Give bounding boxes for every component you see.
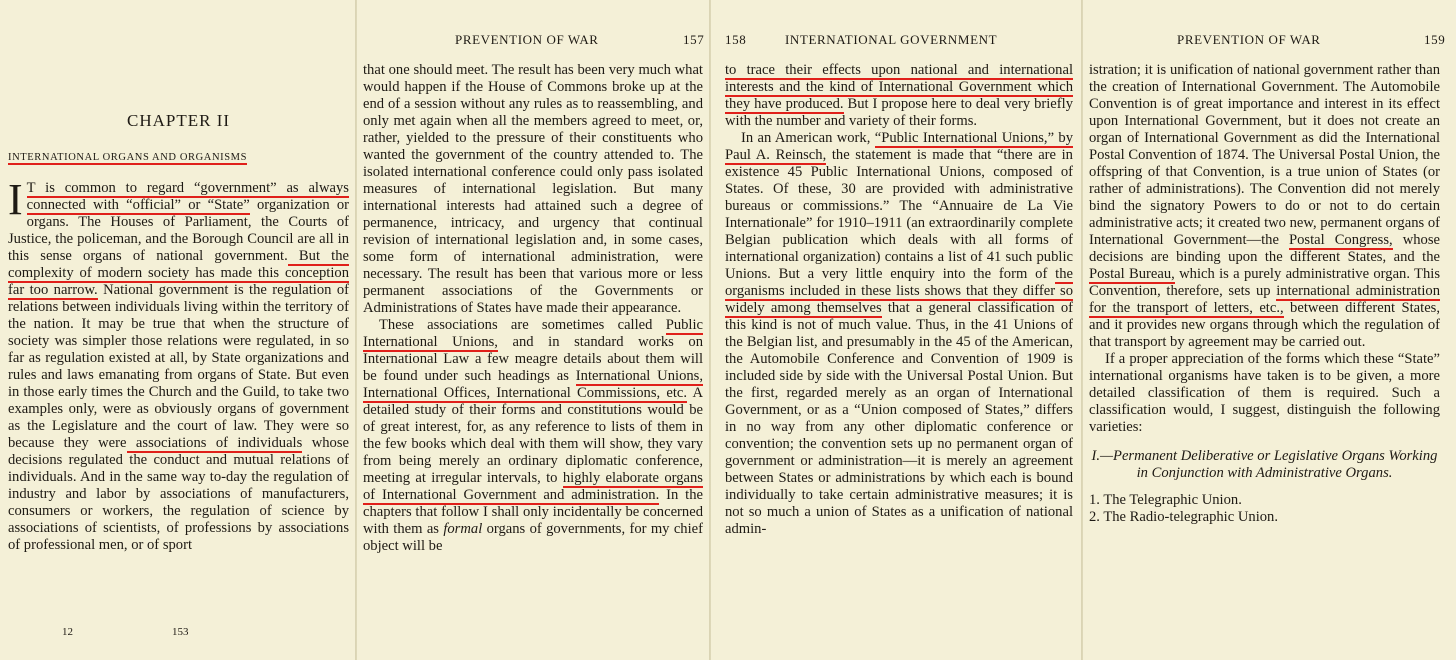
text-run: But I propose here to deal very briefly with the number and variety of their forms. [725,96,1073,129]
chapter-title: CHAPTER II [126,111,231,130]
classification-heading: I.—Permanent Deliberative or Legislative Organs Working in Conjunction with Administrative Organs. [1091,448,1438,481]
text-run: organs of governments, for my chief object will be [363,521,703,554]
underlined-passage: the organisms included in these lists shows that they differ so widely among themselves [725,266,1073,316]
text-run: the statement is made that “there are in existence 45 Public International Unions, composed of States. Of these, 30 are provided with administrative bureaus or commissions.” The “Annuaire de La Vie Internationale” for 1910–1911 (an extraordinarily complete Belgian publication which deals with all forms of international organization) contains a list of 41 such public Unions. But a very little enquiry into the form of [725,147,1073,282]
page-157 [357,0,709,660]
page-159 [1083,0,1456,660]
page-number: 159 [1424,32,1446,47]
underlined-passage: to trace their effects upon national and international interests and the kind of International Government which they have produced. [725,62,1073,112]
underlined-passage: Public International Unions, [363,317,703,350]
text-run: between different States, and it provides new organs through which the regulation of that transport by agreement may be carried out. [1089,300,1441,350]
underlined-passage: “Public International Unions,” by Paul A. Reinsch, [725,130,1073,163]
text-run: which is a purely administrative organ. This Convention, therefore, sets up [1089,266,1440,299]
page-number: 157 [683,32,705,47]
paragraph: If a proper appreciation of the forms which these “State” international organisms have taken is to be given, a more detailed classification of them is required. Such a classification would, I suggest, distinguish the following varieties: [1089,351,1440,435]
footer-left: 12 [62,626,73,638]
text-run: formal [443,521,483,537]
underlined-passage: highly elaborate organs of International Government and administration. [363,470,703,503]
page-158 [711,0,1081,660]
paragraph [363,62,703,317]
underlined-passage: international administration for the transport of letters, etc., [1089,283,1440,316]
text-run: These associations are sometimes called [379,317,666,333]
text-run: istration; it is unification of national government rather than the creation of International Government. The Automobile Convention is of great importance and interest in its effect upon International Government, but it does not create an organ of International Government as did the International Postal Convention of 1874. The Universal Postal Union, the offspring of that Convention, is a true union of States (or rather of administrations). The Convention did not merely bind the signatory Powers to do or not to do certain administrative acts; it created two new, permanent organs of International Government—the [1089,62,1440,248]
text-run: A detailed study of their forms and constitutions would be of great interest, for, as any reference to lists of them in the few books which deal with them will show, they vary from being merely an ordinary diplomatic conference, meeting at irregular intervals, to [363,385,704,486]
list-item: 2. The Radio-telegraphic Union. [1089,509,1278,525]
underlined-passage: Postal Bureau, [1089,266,1175,282]
footer-right: 153 [172,626,189,638]
page-158-body [725,62,1073,538]
running-header: PREVENTION OF WAR [1177,32,1321,47]
text-run: National government is the regulation of relations between individuals living within the territory of the nation. It may be true that when the structure of society was simpler those relations were regulated, in so far as regulation existed at all, by State organizations and rules and laws emanating from organs of State. But even in those early times the Church and the Guild, to take two examples only, were as obviously organs of government as the Legislature and the court of law. They were so because they were [8,282,349,451]
underlined-passage: T is common to regard “government” as [26,180,299,196]
paragraph [363,317,703,555]
underlined-passage: But the complexity of modern society has made this conception far too narrow. [8,248,349,298]
paragraph [8,175,349,554]
underlined-passage: associations of individuals [126,435,303,451]
underlined-passage: always connected with “official” or “State” [26,180,349,213]
page-number: 158 [725,32,747,47]
running-header: PREVENTION OF WAR [455,32,599,47]
text-run: and in standard works on International Law a few meagre details about them will be found under such headings as [363,334,703,384]
text-run: organization or organs. The Houses of Parliament, the Courts of Justice, the policeman, and the Borough Council are all in this sense organs of national government. [8,197,349,264]
text-run: whose decisions are binding upon the different States, and the [1089,232,1440,265]
text-run: that one should meet. The result has been very much what would happen if the House of Commons broke up at the end of a session without any rules as to reassembling, and only met again when all the members agreed to meet, or, rather, yielded to the pressure of their constituents who wanted the government of the country attended to. The isolated international conference could only pass isolated measures of international legislation. But many international interests had attained such a degree of permanence, intricacy, and urgency that continual revision of international legislation and, in some cases, some form of international administration, were necessary. The result has been that various more or less permanent associations of the Governments or Administrations of States have made their appearance. [363,62,703,316]
running-header: INTERNATIONAL GOVERNMENT [785,32,998,47]
paragraph [1089,62,1440,351]
drop-cap: I [8,175,23,224]
page-153 [0,0,355,660]
list-item: 1. The Telegraphic Union. [1089,492,1242,508]
page-153-body [8,112,349,554]
underlined-passage: Postal Congress, [1288,232,1393,248]
text-run: that a general classification of this kind is not of much value. Thus, in the 41 Unions of the Belgian list, and presumably in the 45 of the American, the Automobile Conference and Convention of 1909 is included side by side with the Universal Postal Union. But the first, regarded merely as an organ of International Government, or as a “Union composed of States,” differs in no way from any other diplomatic conference or convention; the convention sets up no permanent organ of government or administration—it is merely an agreement between States or administrations by which each is bound individually to take certain administrative measures; it is not so much a union of States as a unification of national admin- [725,300,1073,537]
page-157-body [363,62,703,555]
page-159-body [1089,62,1440,526]
text-run: whose decisions regulated the conduct and mutual relations of individuals. And in the same way to-day the regulation of industry and labor by associations of manufacturers, consumers or workers, the regulation of science by associations of scientists, of professions by associations of professional men, or of sport [8,435,349,553]
paragraph [725,62,1073,130]
underlined-passage: International Unions, International Offices, International Commissions, etc. [363,368,703,401]
paragraph [725,130,1073,538]
section-title: INTERNATIONAL ORGANS AND ORGANISMS [8,152,248,163]
text-run: In the chapters that follow I shall only incidentally be concerned with them as [363,487,703,537]
text-run: In an American work, [741,130,875,146]
